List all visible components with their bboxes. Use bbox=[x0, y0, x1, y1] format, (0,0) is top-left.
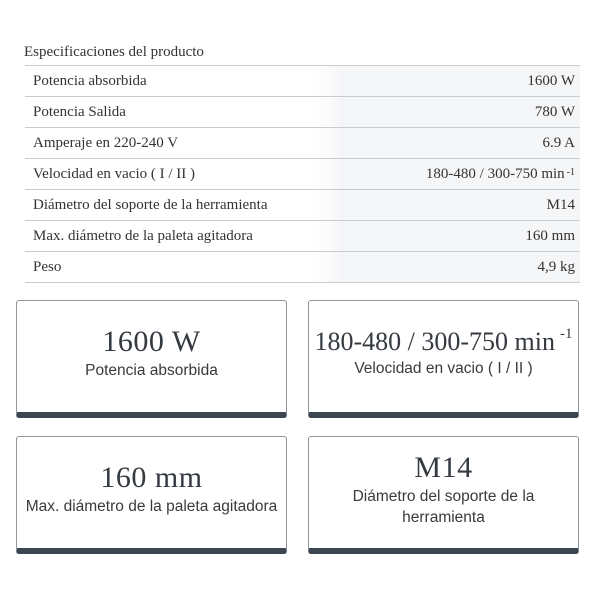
card-label: Velocidad en vacio ( I / II ) bbox=[354, 360, 533, 378]
highlight-card-diametro-paleta bbox=[16, 436, 287, 554]
spec-table bbox=[25, 65, 580, 283]
spec-value-text: 180-480 / 300-750 min bbox=[425, 165, 565, 182]
spec-value-text: 6.9 A bbox=[542, 134, 575, 151]
spec-value-text: 160 mm bbox=[525, 227, 575, 244]
page-title: Especificaciones del producto bbox=[24, 44, 204, 60]
spec-label: Max. diámetro de la paleta agitadora bbox=[33, 227, 253, 244]
card-value-superscript: -1 bbox=[560, 325, 573, 342]
spec-value-text: 1600 W bbox=[527, 72, 575, 89]
spec-row-peso bbox=[25, 252, 580, 283]
highlight-card-potencia-absorbida bbox=[16, 300, 287, 418]
spec-row-velocidad bbox=[25, 159, 580, 190]
spec-label: Amperaje en 220-240 V bbox=[33, 134, 179, 151]
card-label: Potencia absorbida bbox=[85, 362, 218, 380]
card-value-text: 1600 W bbox=[102, 325, 201, 359]
card-label: Max. diámetro de la paleta agitadora bbox=[25, 498, 278, 516]
spec-value bbox=[313, 66, 580, 96]
spec-label: Potencia absorbida bbox=[33, 72, 147, 89]
card-label: Diámetro del soporte de la herramienta bbox=[352, 488, 535, 526]
spec-row-diametro-paleta bbox=[25, 221, 580, 252]
spec-row-diametro-soporte bbox=[25, 190, 580, 221]
highlight-card-velocidad bbox=[308, 300, 579, 418]
spec-row-potencia-absorbida bbox=[25, 66, 580, 97]
card-value bbox=[102, 325, 200, 358]
highlight-card-diametro-soporte bbox=[308, 436, 579, 554]
card-value-text: 160 mm bbox=[100, 461, 203, 495]
spec-row-potencia-salida bbox=[25, 97, 580, 128]
card-value bbox=[414, 451, 472, 484]
card-value bbox=[100, 461, 202, 494]
card-value-text: M14 bbox=[414, 451, 473, 485]
spec-row-amperaje bbox=[25, 128, 580, 159]
spec-label: Peso bbox=[33, 258, 62, 275]
spec-value bbox=[313, 190, 580, 220]
spec-value-text: 780 W bbox=[534, 103, 575, 120]
spec-label: Diámetro del soporte de la herramienta bbox=[33, 196, 268, 213]
spec-value-text: 4,9 kg bbox=[537, 258, 575, 275]
spec-label: Velocidad en vacio ( I / II ) bbox=[33, 165, 196, 182]
spec-value bbox=[313, 128, 580, 158]
spec-value bbox=[313, 97, 580, 127]
spec-value bbox=[313, 221, 580, 251]
card-value-text: 180-480 / 300-750 min bbox=[314, 326, 555, 356]
spec-value-text: M14 bbox=[546, 196, 575, 213]
card-value bbox=[314, 325, 573, 357]
spec-value bbox=[313, 252, 580, 282]
spec-label: Potencia Salida bbox=[33, 103, 126, 120]
spec-value: 180-480 / 300-750 min $^{-1}$ bbox=[313, 159, 580, 189]
